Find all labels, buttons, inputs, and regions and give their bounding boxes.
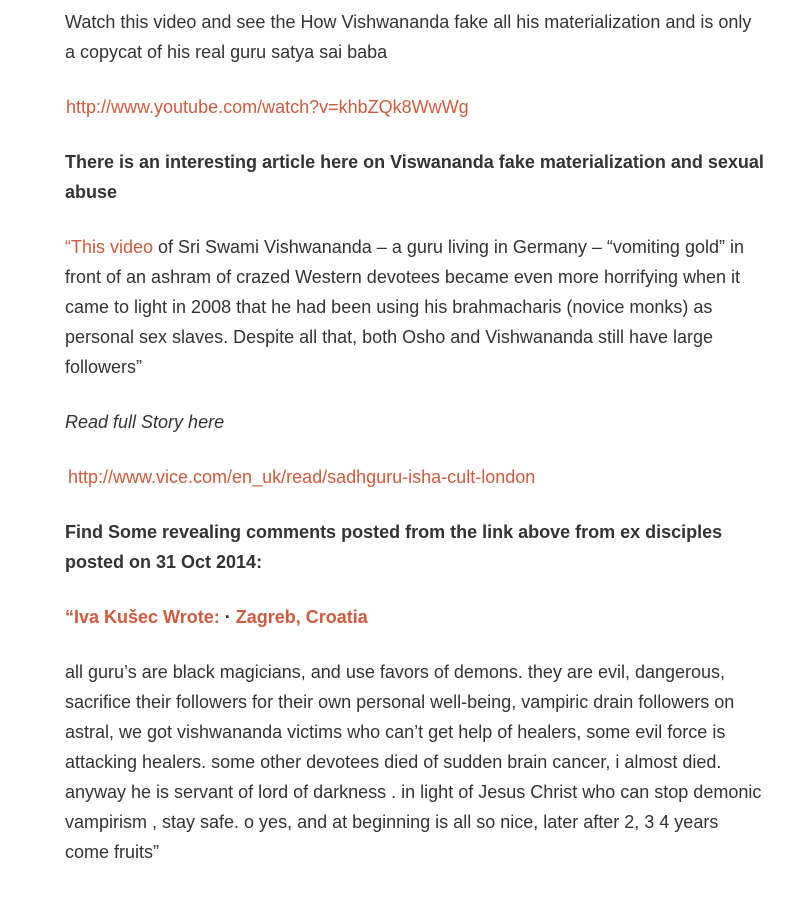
comments-heading: Find Some revealing comments posted from the link above from ex disciples posted on 31 Oct 2014: <box>65 522 723 572</box>
comment-location-link[interactable]: Zagreb, Croatia <box>235 607 368 627</box>
quote-paragraph <box>65 232 765 382</box>
this-video-link[interactable]: “This video <box>65 237 154 257</box>
quote-body: of Sri Swami Vishwananda – a guru living in Germany – “vomiting gold” in front of an ashram of crazed Western devotees became even more horrifying when it came to light in 2008 that he had been using his brahmacharis (novice monks) as personal sex slaves. Despite all that, both Osho and Vishwananda still have large followers” <box>65 237 744 377</box>
comment-separator: · <box>219 607 236 627</box>
open-quote: “ <box>65 607 74 627</box>
article-heading: There is an interesting article here on Viswananda fake materialization and sexual abuse <box>65 152 764 202</box>
comment-body: all guru’s are black magicians, and use favors of demons. they are evil, dangerous, sacrifice their followers for their own personal well-being, vampiric drain followers on astral, we got vishwananda victims who can’t get help of healers, some evil force is attacking healers. some other devotees died of sudden brain cancer, i almost died. anyway he is servant of lord of darkness . in light of Jesus Christ who can stop demonic vampirism , stay safe. o yes, and at beginning is all so nice, later after 2, 3 4 years come fruits” <box>65 662 762 862</box>
read-more-text: Read full Story here <box>65 412 225 432</box>
comment-author-link[interactable]: Iva Kušec Wrote: <box>74 607 220 627</box>
intro-paragraph: Watch this video and see the How Vishwananda fake all his materialization and is only a copycat of his real guru satya sai baba <box>65 12 752 62</box>
youtube-link-paragraph <box>65 92 765 122</box>
vice-link[interactable]: http://www.vice.com/en_uk/read/sadhguru-isha-cult-london <box>68 467 536 487</box>
article-content <box>65 7 765 892</box>
comment-header <box>65 602 765 632</box>
youtube-link[interactable]: http://www.youtube.com/watch?v=khbZQk8WwWg <box>66 97 469 117</box>
vice-link-paragraph <box>65 462 765 492</box>
